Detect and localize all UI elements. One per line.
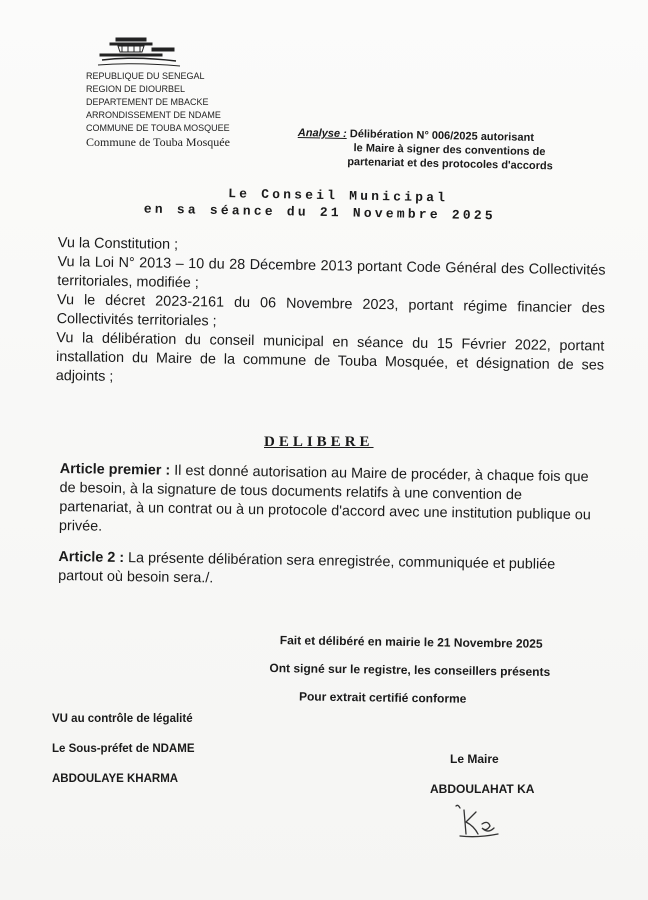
sub-prefect-name: ABDOULAYE KHARMA	[52, 773, 179, 785]
administrative-header	[86, 70, 230, 150]
analyse-label: Analyse :	[297, 126, 347, 141]
articles-section	[58, 460, 596, 606]
closing-line-3: Pour extrait certifié conforme	[298, 689, 467, 706]
article-1-title: Article premier :	[59, 460, 171, 479]
admin-line-region: REGION DE DIOURBEL	[86, 84, 186, 94]
sub-prefect-title: Le Sous-préfet de NDAME	[52, 743, 195, 755]
closing-line-2: Ont signé sur le registre, les conseillers présents	[269, 661, 551, 679]
visas-section	[56, 234, 606, 395]
handwritten-signature-icon	[448, 800, 504, 840]
session-date: en sa séance du 21 Novembre 2025	[143, 201, 496, 224]
senegal-emblem-icon	[96, 34, 182, 68]
mayor-title: Le Maire	[450, 752, 499, 766]
analyse-line-2: le Maire à signer des conventions de	[353, 142, 546, 159]
analyse-line-3: partenariat et des protocoles d'accords	[347, 156, 553, 173]
visa-deliberation: Vu la délibération du conseil municipal en séance du 15 Février 2022, portant installation du Maire de la commune de Touba Mosquée, et désignation de ses adjoints ;	[55, 329, 605, 385]
article-2	[58, 548, 595, 594]
mayor-name: ABDOULAHAT KA	[430, 782, 535, 796]
mayor-signatory	[430, 744, 534, 804]
article-1-text: Il est donné autorisation au Maire de procéder, à chaque fois que de besoin, à la signature de tous documents relatifs à une convention de partenariat, à un contrat ou à un protocole d'accord avec une institution publique ou privée.	[58, 462, 591, 535]
admin-line-republic: REPUBLIQUE DU SENEGAL	[86, 71, 205, 81]
commune-name: Commune de Touba Mosquée	[86, 135, 230, 149]
closing-line-1: Fait et délibéré en mairie le 21 Novembre 2025	[279, 633, 543, 651]
article-2-title: Article 2 :	[58, 548, 125, 567]
admin-line-department: DEPARTEMENT DE MBACKE	[86, 97, 209, 107]
analyse-line-1: Délibération N° 006/2025 autorisant	[349, 128, 535, 144]
sub-prefect-signatory	[52, 704, 195, 794]
article-1	[59, 460, 596, 544]
admin-line-commune: COMMUNE DE TOUBA MOSQUEE	[86, 123, 230, 133]
article-2-text: La présente délibération sera enregistrée, communiquée et publiée partout où besoin sera./.	[58, 550, 556, 587]
analyse-block	[297, 126, 588, 174]
council-heading	[0, 182, 648, 226]
delibere-heading: DELIBERE	[264, 434, 374, 450]
visa-decret: Vu le décret 2023-2161 du 06 Novembre 2023, portant régime financier des Collectivités territoriales ;	[56, 291, 606, 330]
admin-line-arrondissement: ARRONDISSEMENT DE NDAME	[86, 110, 221, 120]
closing-block	[267, 626, 598, 715]
visa-constitution: Vu la Constitution ;	[57, 234, 179, 253]
visa-loi: Vu la Loi N° 2013 – 10 du 28 Décembre 2013 portant Code Général des Collectivités territoriales, modifiée ;	[57, 253, 606, 292]
council-title: Le Conseil Municipal	[228, 186, 449, 206]
legality-control-label: VU au contrôle de légalité	[52, 713, 193, 725]
